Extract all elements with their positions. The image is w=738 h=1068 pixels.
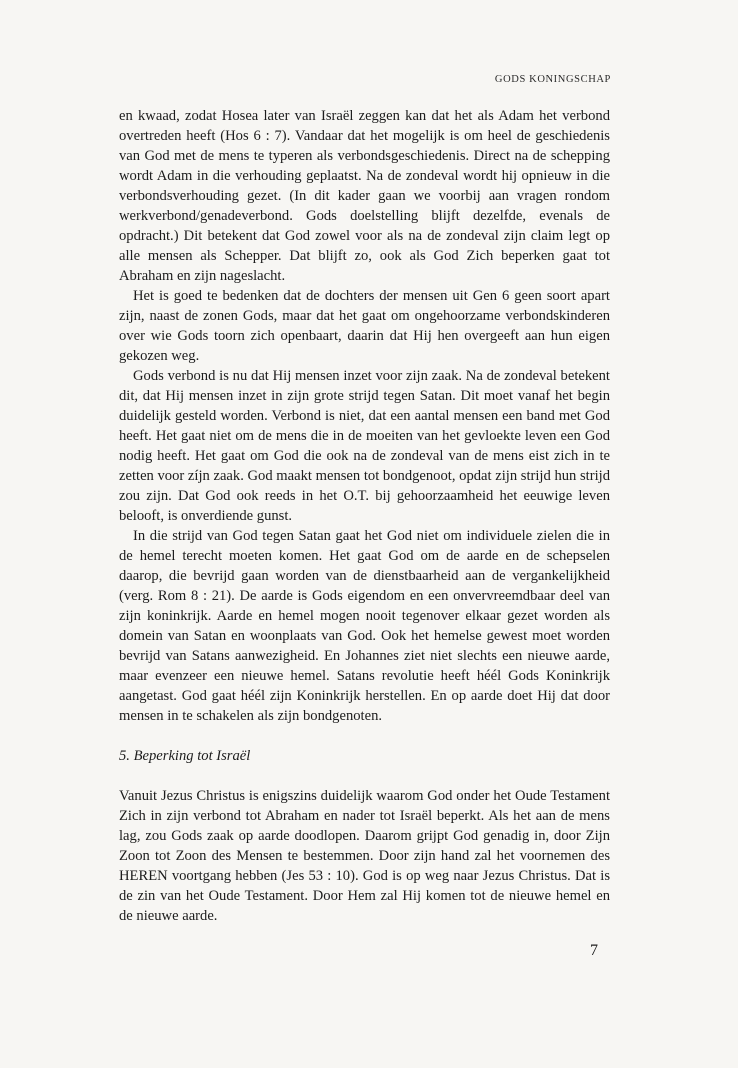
section-heading: 5. Beperking tot Israël bbox=[119, 748, 251, 764]
paragraph-1: en kwaad, zodat Hosea later van Israël zeggen kan dat het als Adam het verbond overtreden heeft (Hos 6 : 7). Vandaar dat het mogelijk is om heel de geschiedenis van God met de mens te typeren als verbondsgeschiedenis. Direct na de schepping wordt Adam in die verhouding geplaatst. Na de zondeval wordt hij opnieuw in die verbondsverhouding gezet. (In dit kader gaan we voorbij aan vragen rondom werkverbond/genadeverbond. Gods doelstelling blijft dezelfde, evenals de opdracht.) Dit betekent dat God zowel voor als na de zondeval zijn claim legt op alle mensen als Schepper. Dat blijft zo, ook als God Zich beperken gaat tot Abraham en zijn nageslacht. bbox=[119, 108, 610, 284]
page-number: 7 bbox=[590, 942, 598, 959]
section-paragraph: Vanuit Jezus Christus is enigszins duidelijk waarom God onder het Oude Testament Zich in zijn verbond tot Abraham en nader tot Israël beperkt. Als het aan de mens lag, zou Gods zaak op aarde doodlopen. Daarom grijpt God genadig in, door Zijn Zoon tot Zoon des Mensen te bestemmen. Door zijn hand zal het voornemen des HEREN voortgang hebben (Jes 53 : 10). God is op weg naar Jezus Christus. Dat is de zin van het Oude Testament. Door Hem zal Hij komen tot de nieuwe hemel en de nieuwe aarde. bbox=[119, 788, 610, 924]
body-text bbox=[119, 106, 610, 926]
running-head: GODS KONINGSCHAP bbox=[494, 74, 611, 85]
paragraph-3: Gods verbond is nu dat Hij mensen inzet voor zijn zaak. Na de zondeval betekent dit, dat Hij mensen inzet in zijn grote strijd tegen Satan. Dit moet vanaf het begin duidelijk gesteld worden. Verbond is niet, dat een aantal mensen een band met God heeft. Het gaat niet om de mens die in de moeiten van het gevloekte leven een God nodig heeft. Het gaat om God die ook na de zondeval van de mens eist zich in te zetten voor zíjn zaak. God maakt mensen tot bondgenoot, opdat zijn strijd hun strijd zou zijn. Dat God ook reeds in het O.T. bij gehoorzaamheid het eeuwige leven belooft, is onverdiende gunst. bbox=[119, 368, 610, 524]
paragraph-4: In die strijd van God tegen Satan gaat het God niet om individuele zielen die in de hemel terecht moeten komen. Het gaat God om de aarde en de schepselen daarop, die bevrijd gaan worden van de dienstbaarheid aan de vergankelijkheid (verg. Rom 8 : 21). De aarde is Gods eigendom en een onvervreemdbaar deel van zijn koninkrijk. Aarde en hemel mogen nooit tegenover elkaar gezet worden als domein van Satan en woonplaats van God. Ook het hemelse gewest moet worden bevrijd van Satans aanwezigheid. En Johannes ziet niet slechts een nieuwe aarde, maar evenzeer een nieuwe hemel. Satans revolutie heeft héél Gods Koninkrijk aangetast. God gaat héél zijn Koninkrijk herstellen. En op aarde doet Hij dat door mensen in te schakelen als zijn bondgenoten. bbox=[119, 528, 610, 724]
paragraph-2: Het is goed te bedenken dat de dochters der mensen uit Gen 6 geen soort apart zijn, naast de zonen Gods, maar dat het gaat om ongehoorzame verbondskinderen over wie Gods toorn zich openbaart, daarin dat Hij hen overgeeft aan hun eigen gekozen weg. bbox=[119, 288, 610, 364]
